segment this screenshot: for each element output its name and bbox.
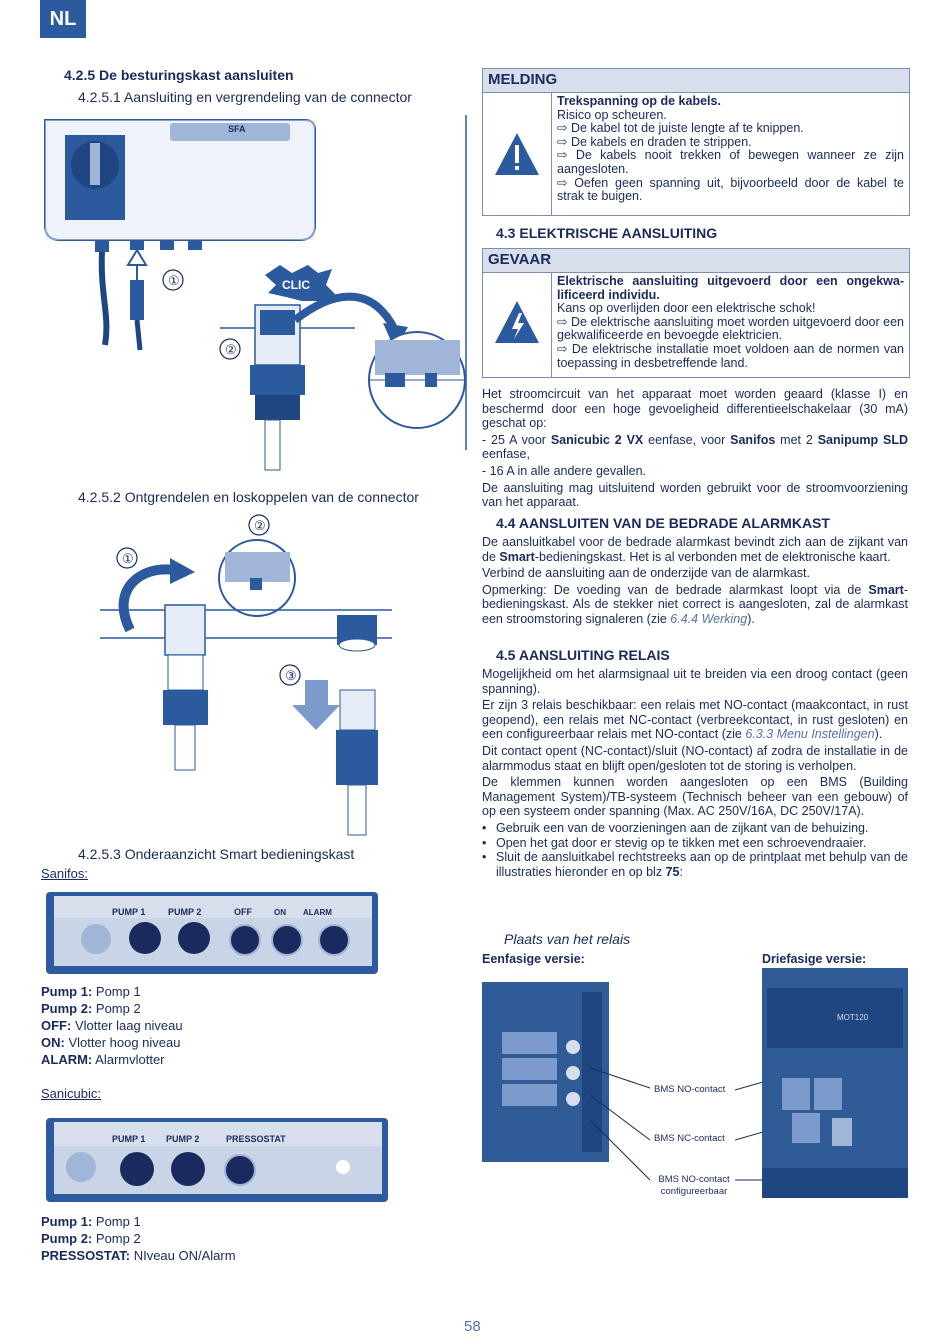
- sanifos-pump2-label: PUMP 2: [168, 907, 202, 917]
- language-tab: NL: [40, 0, 86, 38]
- cross-reference-link[interactable]: 6.4.4 Werking: [670, 611, 748, 626]
- bullet-item: • Sluit de aansluitkabel rechtstreeks aan op de printplaat met behulp van de illustraties hieronder en op blz 75:: [482, 850, 908, 879]
- sanifos-on-label: ON: [274, 908, 286, 917]
- paragraph: Dit contact opent (NC-contact)/sluit (NO-contact) af zodra de installatie in de alarmmodus staat en blijft open/gesloten tot de storing is verholpen.: [482, 743, 908, 773]
- legend-item: Pump 2: Pomp 2: [41, 1231, 141, 1246]
- gevaar-heading: GEVAAR: [483, 249, 909, 273]
- sanifos-off-label: OFF: [234, 907, 252, 917]
- melding-heading: MELDING: [483, 69, 909, 93]
- melding-line: Risico op scheuren.: [557, 107, 667, 122]
- sanifos-alarm-label: ALARM: [303, 908, 332, 917]
- sanifos-pump1-label: PUMP 1: [112, 907, 146, 917]
- step-2-marker: ②: [225, 342, 237, 357]
- sanifos-label: Sanifos:: [41, 866, 88, 881]
- three-phase-label: Driefasige versie:: [762, 952, 867, 966]
- sanifos-bottom-view: [46, 892, 378, 974]
- section-4-2-5-3-heading: 4.2.5.3 Onderaanzicht Smart bedieningskast: [78, 846, 355, 862]
- paragraph: Verbind de aansluiting aan de onderzijde van de alarmkast.: [482, 566, 810, 581]
- section-4-5-heading: 4.5 AANSLUITING RELAIS: [496, 647, 670, 663]
- sanicubic-bottom-view: [46, 1118, 388, 1202]
- board-label: MOT120: [837, 1013, 869, 1022]
- bullet-item: • Gebruik een van de voorzieningen aan de zijkant van de behuizing.: [482, 821, 908, 836]
- legend-item: PRESSOSTAT: NIveau ON/Alarm: [41, 1248, 236, 1263]
- warning-icon: [483, 93, 551, 211]
- melding-title: Trekspanning op de kabels.: [557, 94, 721, 108]
- melding-line: ⇨ De kabels en draden te strippen.: [557, 134, 752, 149]
- sanicubic-label: Sanicubic:: [41, 1086, 101, 1101]
- single-phase-label: Eenfasige versie:: [482, 952, 585, 966]
- gevaar-notice: [482, 248, 910, 378]
- section-4-3-heading: 4.3 ELEKTRISCHE AANSLUITING: [496, 225, 718, 241]
- cross-reference-link[interactable]: 6.3.3 Menu Instellingen: [745, 727, 875, 742]
- callout-lines-right: [735, 1080, 765, 1195]
- section-4-4-heading: 4.4 AANSLUITEN VAN DE BEDRADE ALARMKAST: [496, 515, 830, 531]
- sanicubic-pump2-label: PUMP 2: [166, 1134, 200, 1144]
- gevaar-line: Kans op overlijden door een elektrische schok!: [557, 301, 816, 316]
- legend-item: ON: Vlotter hoog niveau: [41, 1035, 181, 1050]
- step-1-marker: ①: [122, 551, 134, 566]
- melding-notice: [482, 68, 910, 216]
- paragraph: De aansluitkabel voor de bedrade alarmkast bevindt zich aan de zijkant van de Smart-bedieningskast. Het is al verbonden met de elektronische kaart.: [482, 535, 908, 564]
- paragraph: - 25 A voor Sanicubic 2 VX eenfase, voor Sanifos met 2 Sanipump SLD eenfase,: [482, 432, 908, 462]
- gevaar-line: ⇨ De elektrische installatie moet voldoen aan de normen van toepassing in desbetreffende land.: [557, 341, 904, 370]
- sanicubic-pump1-label: PUMP 1: [112, 1134, 146, 1144]
- callout-lines: [590, 1060, 670, 1190]
- section-4-2-5-heading: 4.2.5 De besturingskast aansluiten: [64, 67, 294, 83]
- paragraph: Mogelijkheid om het alarmsignaal uit te breiden via een droog contact (geen spanning).: [482, 667, 908, 696]
- gevaar-line: ⇨ De elektrische aansluiting moet worden uitgevoerd door een gekwalificeerde en bevoegde elektricien.: [557, 314, 904, 343]
- legend-item: OFF: Vlotter laag niveau: [41, 1018, 183, 1033]
- paragraph: - 16 A in alle andere gevallen.: [482, 463, 647, 478]
- connector-connect-figure: [40, 115, 470, 480]
- section-4-3-body: [482, 387, 908, 512]
- section-4-5-body: [482, 667, 908, 879]
- paragraph: Opmerking: De voeding van de bedrade alarmkast loopt via de Smart-bedieningskast. Als de stekker niet correct is aangesloten, zal de alarmkast een stroomstoring signaleren (zie 6.4.4 Werking).: [482, 582, 908, 626]
- step-2-marker: ②: [254, 518, 266, 533]
- connector-disconnect-figure: [100, 510, 400, 845]
- callout-bms-no: BMS NO-contact: [654, 1084, 726, 1095]
- melding-text: [557, 95, 904, 204]
- melding-line: ⇨ Oefen geen spanning uit, bijvoorbeeld door de kabel te strak te buigen.: [557, 175, 904, 204]
- sanicubic-pressostat-label: PRESSOSTAT: [226, 1134, 286, 1144]
- step-3-marker: ③: [285, 668, 297, 683]
- bullet-list: [482, 821, 908, 879]
- step-1-marker: ①: [168, 273, 180, 288]
- section-4-2-5-1-heading: 4.2.5.1 Aansluiting en vergrendeling van de connector: [78, 89, 412, 105]
- section-4-2-5-2-heading: 4.2.5.2 Ontgrendelen en loskoppelen van de connector: [78, 489, 419, 505]
- callout-bms-no-configurable: BMS NO-contact configureerbaar: [658, 1174, 730, 1197]
- legend-item: Pump 1: Pomp 1: [41, 984, 141, 999]
- paragraph: Er zijn 3 relais beschikbaar: een relais met NO-contact (maakcontact, in rust geopend), een relais met NC-contact (verbreekcontact, in rust gesloten) en een configureerbaar relais met NO-contact (zie 6.3.3 Menu Instellingen).: [482, 698, 908, 742]
- melding-line: ⇨ De kabels nooit trekken of bewegen wanneer ze zijn aangesloten.: [557, 148, 904, 176]
- legend-item: Pump 1: Pomp 1: [41, 1214, 141, 1229]
- clic-label: CLIC: [282, 278, 310, 292]
- three-phase-board-image: [762, 968, 908, 1198]
- bullet-item: • Open het gat door er stevig op te tikken met een schroevendraaier.: [482, 836, 908, 851]
- callout-bms-nc: BMS NC-contact: [654, 1133, 725, 1144]
- relais-location-title: Plaats van het relais: [504, 931, 631, 947]
- legend-item: Pump 2: Pomp 2: [41, 1001, 141, 1016]
- page-number: 58: [464, 1318, 481, 1335]
- electric-hazard-icon: [483, 273, 551, 373]
- gevaar-title: Elektrische aansluiting uitgevoerd door een ongekwa-lificeerd individu.: [557, 274, 904, 302]
- section-4-4-body: [482, 535, 908, 629]
- sfa-logo: SFA: [228, 124, 246, 134]
- paragraph: De aansluiting mag uitsluitend worden gebruikt voor de stroomvoorziening van het apparaat.: [482, 480, 908, 510]
- paragraph: Het stroomcircuit van het apparaat moet worden geaard (klasse I) en beschermd door een hoge gevoeligheid differentieelschakelaar (30 mA) geschat op:: [482, 387, 908, 431]
- melding-line: ⇨ De kabel tot de juiste lengte af te knippen.: [557, 121, 804, 136]
- paragraph: De klemmen kunnen worden aangesloten op een BMS (Building Management System)/TB-systeem (Technisch beheer van een gebouw) of op een systeem onder spanning (Max. AC 250V/16A, DC 250V/17A).: [482, 775, 908, 819]
- legend-item: ALARM: Alarmvlotter: [41, 1052, 165, 1067]
- sanicubic-legend: [41, 1213, 236, 1264]
- sanifos-legend: [41, 983, 183, 1068]
- gevaar-text: [557, 275, 904, 370]
